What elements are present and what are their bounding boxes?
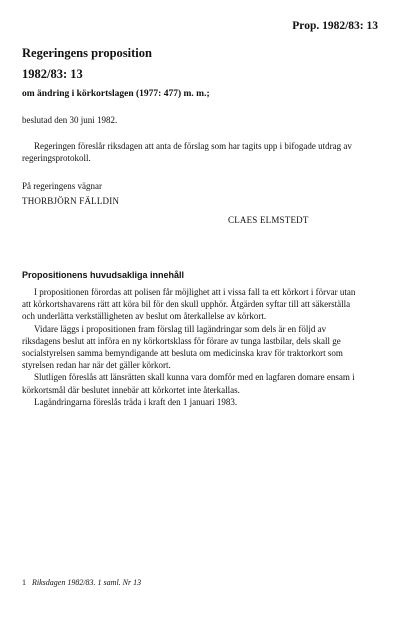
- summary-paragraph: I propositionen förordas att polisen får möjlighet att i vissa fall ta ett körkort i förvar utan att körkortshavarens rätt att köra bil för den skull upphör. Åtgärden syftar till att säkerställa och underlätta verkställigheten av beslut om återkallelse av körkort.: [22, 287, 356, 322]
- document-subject: om ändring i körkortslagen (1977: 477) m. m.;: [22, 89, 210, 99]
- footer-source: Riksdagen 1982/83. 1 saml. Nr 13: [32, 578, 142, 587]
- summary-section: [22, 270, 362, 408]
- decision-date: beslutad den 30 juni 1982.: [22, 115, 118, 125]
- signature-secondary: CLAES ELMSTEDT: [228, 215, 309, 225]
- on-behalf-line: På regeringens vägnar: [22, 181, 102, 191]
- page-number: 1: [22, 578, 26, 587]
- intro-paragraph: Regeringen föreslår riksdagen att anta de förslag som har tagits upp i bifogade utdrag av regeringsprotokoll.: [22, 141, 352, 163]
- intro-section: [22, 140, 362, 164]
- signature-primary: THORBJÖRN FÄLLDIN: [22, 196, 120, 206]
- summary-paragraph: Lagändringarna föreslås träda i kraft den 1 januari 1983.: [34, 396, 238, 407]
- summary-paragraph: Slutligen föreslås att länsrätten skall kunna vara domför med en lagfaren domare ensam i körkortsmål där beslutet innebär att körkortet inte återkallas.: [22, 372, 355, 395]
- page-footer: [22, 578, 141, 587]
- document-title: Regeringens proposition: [22, 46, 152, 60]
- document-number: 1982/83: 13: [22, 67, 83, 81]
- summary-heading: Propositionens huvudsakliga innehåll: [22, 270, 185, 280]
- summary-paragraph: Vidare läggs i propositionen fram förslag till lagändringar som dels är en följd av riksdagens beslut att införa en ny körkortsklass för förare av tunga lastbilar, dels skall ge socialstyrelsen samma bemyndigande att besluta om medicinska krav för traktorkort som styrelsen redan har när det gäller körkort.: [22, 323, 343, 371]
- document-reference: Prop. 1982/83: 13: [292, 20, 378, 32]
